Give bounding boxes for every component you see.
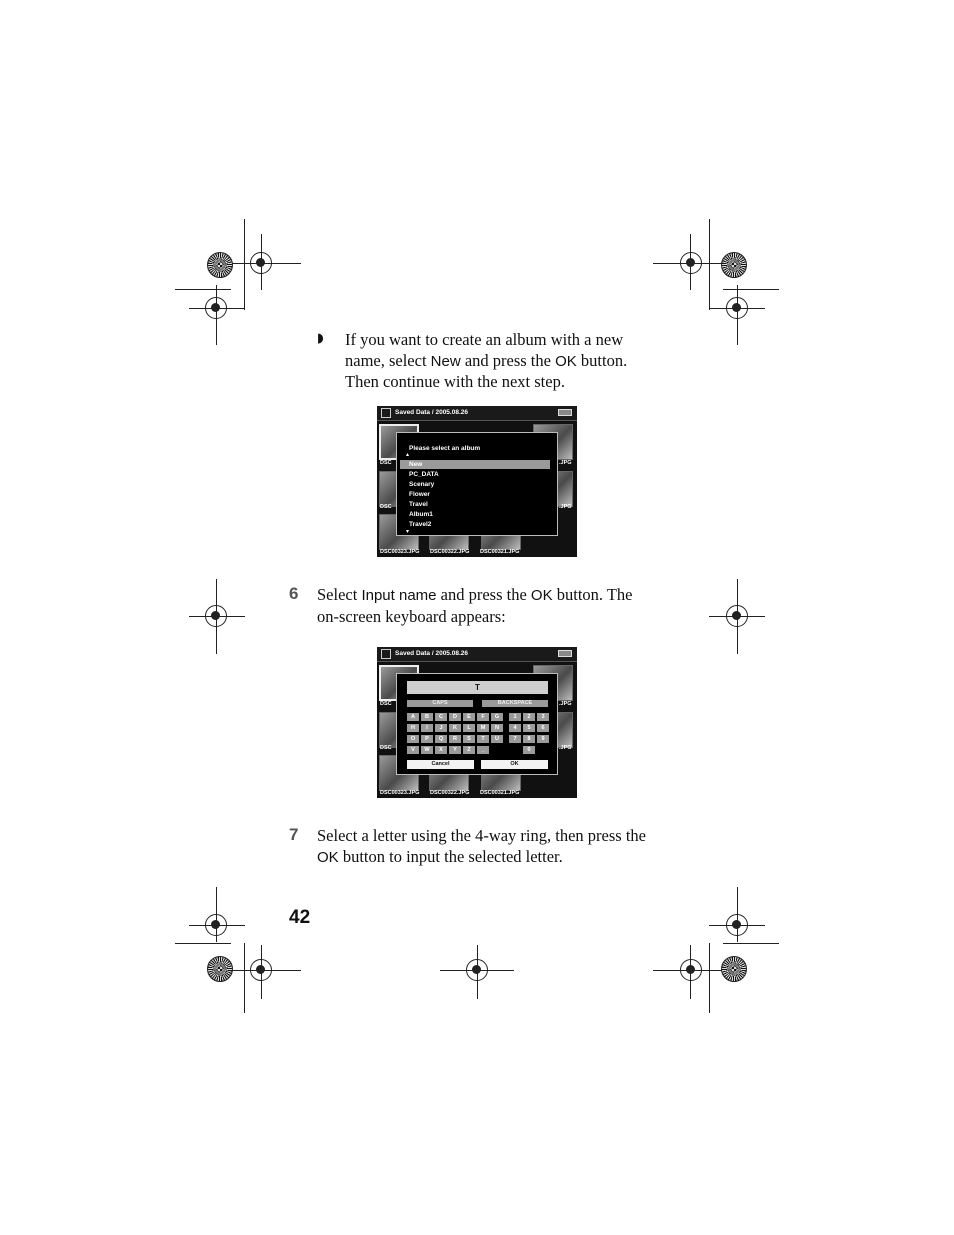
input-name-term: Input name — [361, 587, 437, 604]
album-item-album1[interactable]: Album1 — [409, 511, 433, 518]
step-7-line-2: OK button to input the selected letter. — [317, 846, 563, 866]
key-q[interactable]: Q — [435, 735, 447, 743]
key-v[interactable]: V — [407, 746, 419, 754]
dialog-title: Please select an album — [409, 445, 481, 452]
step-7-text — [317, 826, 662, 868]
file-label: DSC00321.JPG — [480, 549, 520, 555]
folder-icon — [381, 649, 391, 659]
key-d[interactable]: D — [449, 713, 461, 721]
intro-line-1: If you want to create an album with a new — [345, 330, 624, 349]
album-item-new[interactable]: New — [400, 460, 550, 469]
key-3[interactable]: 3 — [537, 713, 549, 721]
key-w[interactable]: W — [421, 746, 433, 754]
file-label: DSC — [380, 701, 392, 707]
file-label: .JPG — [559, 745, 572, 751]
step-6-text — [317, 585, 662, 627]
ok-term: OK — [555, 352, 577, 370]
cancel-button[interactable]: Cancel — [407, 760, 474, 769]
album-item-travel2[interactable]: Travel2 — [409, 521, 432, 528]
key-f[interactable]: F — [477, 713, 489, 721]
color-target-icon — [207, 252, 233, 278]
key-1[interactable]: 1 — [509, 713, 521, 721]
key-z[interactable]: Z — [463, 746, 475, 754]
folder-icon — [381, 408, 391, 418]
step-6-line-1: Select Input name and press the OK button. The — [317, 585, 633, 604]
color-target-icon — [207, 956, 233, 982]
backspace-key[interactable]: BACKSPACE — [482, 700, 548, 707]
file-label: .JPG — [559, 460, 572, 466]
key-y[interactable]: Y — [449, 746, 461, 754]
key-a[interactable]: A — [407, 713, 419, 721]
key-m[interactable]: M — [477, 724, 489, 732]
scroll-down-icon: ▾ — [406, 529, 410, 535]
registration-mark-icon — [726, 914, 748, 936]
file-label: .JPG — [559, 701, 572, 707]
key-x[interactable]: X — [435, 746, 447, 754]
registration-mark-icon — [205, 297, 227, 319]
color-target-icon — [721, 252, 747, 278]
screen-title: Saved Data / 2005.08.26 — [395, 409, 468, 416]
key-p[interactable]: P — [421, 735, 433, 743]
key-k[interactable]: K — [449, 724, 461, 732]
caps-key[interactable]: CAPS — [407, 700, 473, 707]
file-label: .JPG — [559, 504, 572, 510]
step-number-6: 6 — [289, 584, 299, 603]
page-number: 42 — [289, 907, 311, 928]
key-u[interactable]: U — [491, 735, 503, 743]
status-bar — [377, 647, 577, 662]
registration-mark-icon — [205, 914, 227, 936]
key-g[interactable]: G — [491, 713, 503, 721]
keyboard-screen — [377, 647, 577, 798]
file-label: DSC00323.JPG — [380, 790, 420, 796]
key-4[interactable]: 4 — [509, 724, 521, 732]
key-e[interactable]: E — [463, 713, 475, 721]
keyboard-dialog — [396, 673, 558, 775]
key-0[interactable]: 0 — [523, 746, 535, 754]
intro-paragraph — [345, 330, 655, 393]
key-9[interactable]: 9 — [537, 735, 549, 743]
battery-icon — [558, 409, 572, 416]
album-item-pc-data[interactable]: PC_DATA — [409, 471, 439, 478]
screen-title: Saved Data / 2005.08.26 — [395, 650, 468, 657]
key-i[interactable]: I — [421, 724, 433, 732]
album-dialog — [396, 432, 558, 536]
file-label: DSC — [380, 460, 392, 466]
registration-mark-icon — [205, 605, 227, 627]
key-c[interactable]: C — [435, 713, 447, 721]
file-label: DSC00322.JPG — [430, 790, 470, 796]
key-2[interactable]: 2 — [523, 713, 535, 721]
album-select-screen — [377, 406, 577, 557]
step-number-7: 7 — [289, 825, 299, 844]
key-t[interactable]: T — [477, 735, 489, 743]
key-j[interactable]: J — [435, 724, 447, 732]
key-l[interactable]: L — [463, 724, 475, 732]
new-term: New — [430, 352, 461, 370]
key-5[interactable]: 5 — [523, 724, 535, 732]
battery-icon — [558, 650, 572, 657]
key-8[interactable]: 8 — [523, 735, 535, 743]
file-label: DSC00321.JPG — [480, 790, 520, 796]
file-label: DSC — [380, 504, 392, 510]
key-underscore[interactable]: _ — [477, 746, 489, 754]
key-7[interactable]: 7 — [509, 735, 521, 743]
key-n[interactable]: N — [491, 724, 503, 732]
key-6[interactable]: 6 — [537, 724, 549, 732]
registration-mark-icon — [726, 297, 748, 319]
bullet-icon: ◗ — [317, 331, 324, 346]
album-item-flower[interactable]: Flower — [409, 491, 430, 498]
key-s[interactable]: S — [463, 735, 475, 743]
key-b[interactable]: B — [421, 713, 433, 721]
status-bar — [377, 406, 577, 421]
file-label: DSC00322.JPG — [430, 549, 470, 555]
scroll-up-icon: ▴ — [406, 452, 410, 458]
key-o[interactable]: O — [407, 735, 419, 743]
file-label: DSC00323.JPG — [380, 549, 420, 555]
album-item-scenary[interactable]: Scenary — [409, 481, 435, 488]
step-6-line-2: on-screen keyboard appears: — [317, 606, 506, 626]
ok-term: OK — [530, 587, 553, 604]
ok-term: OK — [317, 848, 339, 866]
intro-line-2: name, select New and press the OK button. — [345, 350, 628, 370]
key-r[interactable]: R — [449, 735, 461, 743]
album-item-travel[interactable]: Travel — [409, 501, 428, 508]
step-7-line-1: Select a letter using the 4-way ring, then press the — [317, 826, 646, 845]
intro-line-3: Then continue with the next step. — [345, 372, 565, 391]
registration-mark-icon — [726, 605, 748, 627]
file-label: DSC — [380, 745, 392, 751]
ok-button[interactable]: OK — [481, 760, 548, 769]
key-h[interactable]: H — [407, 724, 419, 732]
name-input-field[interactable]: T — [407, 681, 548, 694]
color-target-icon — [721, 956, 747, 982]
